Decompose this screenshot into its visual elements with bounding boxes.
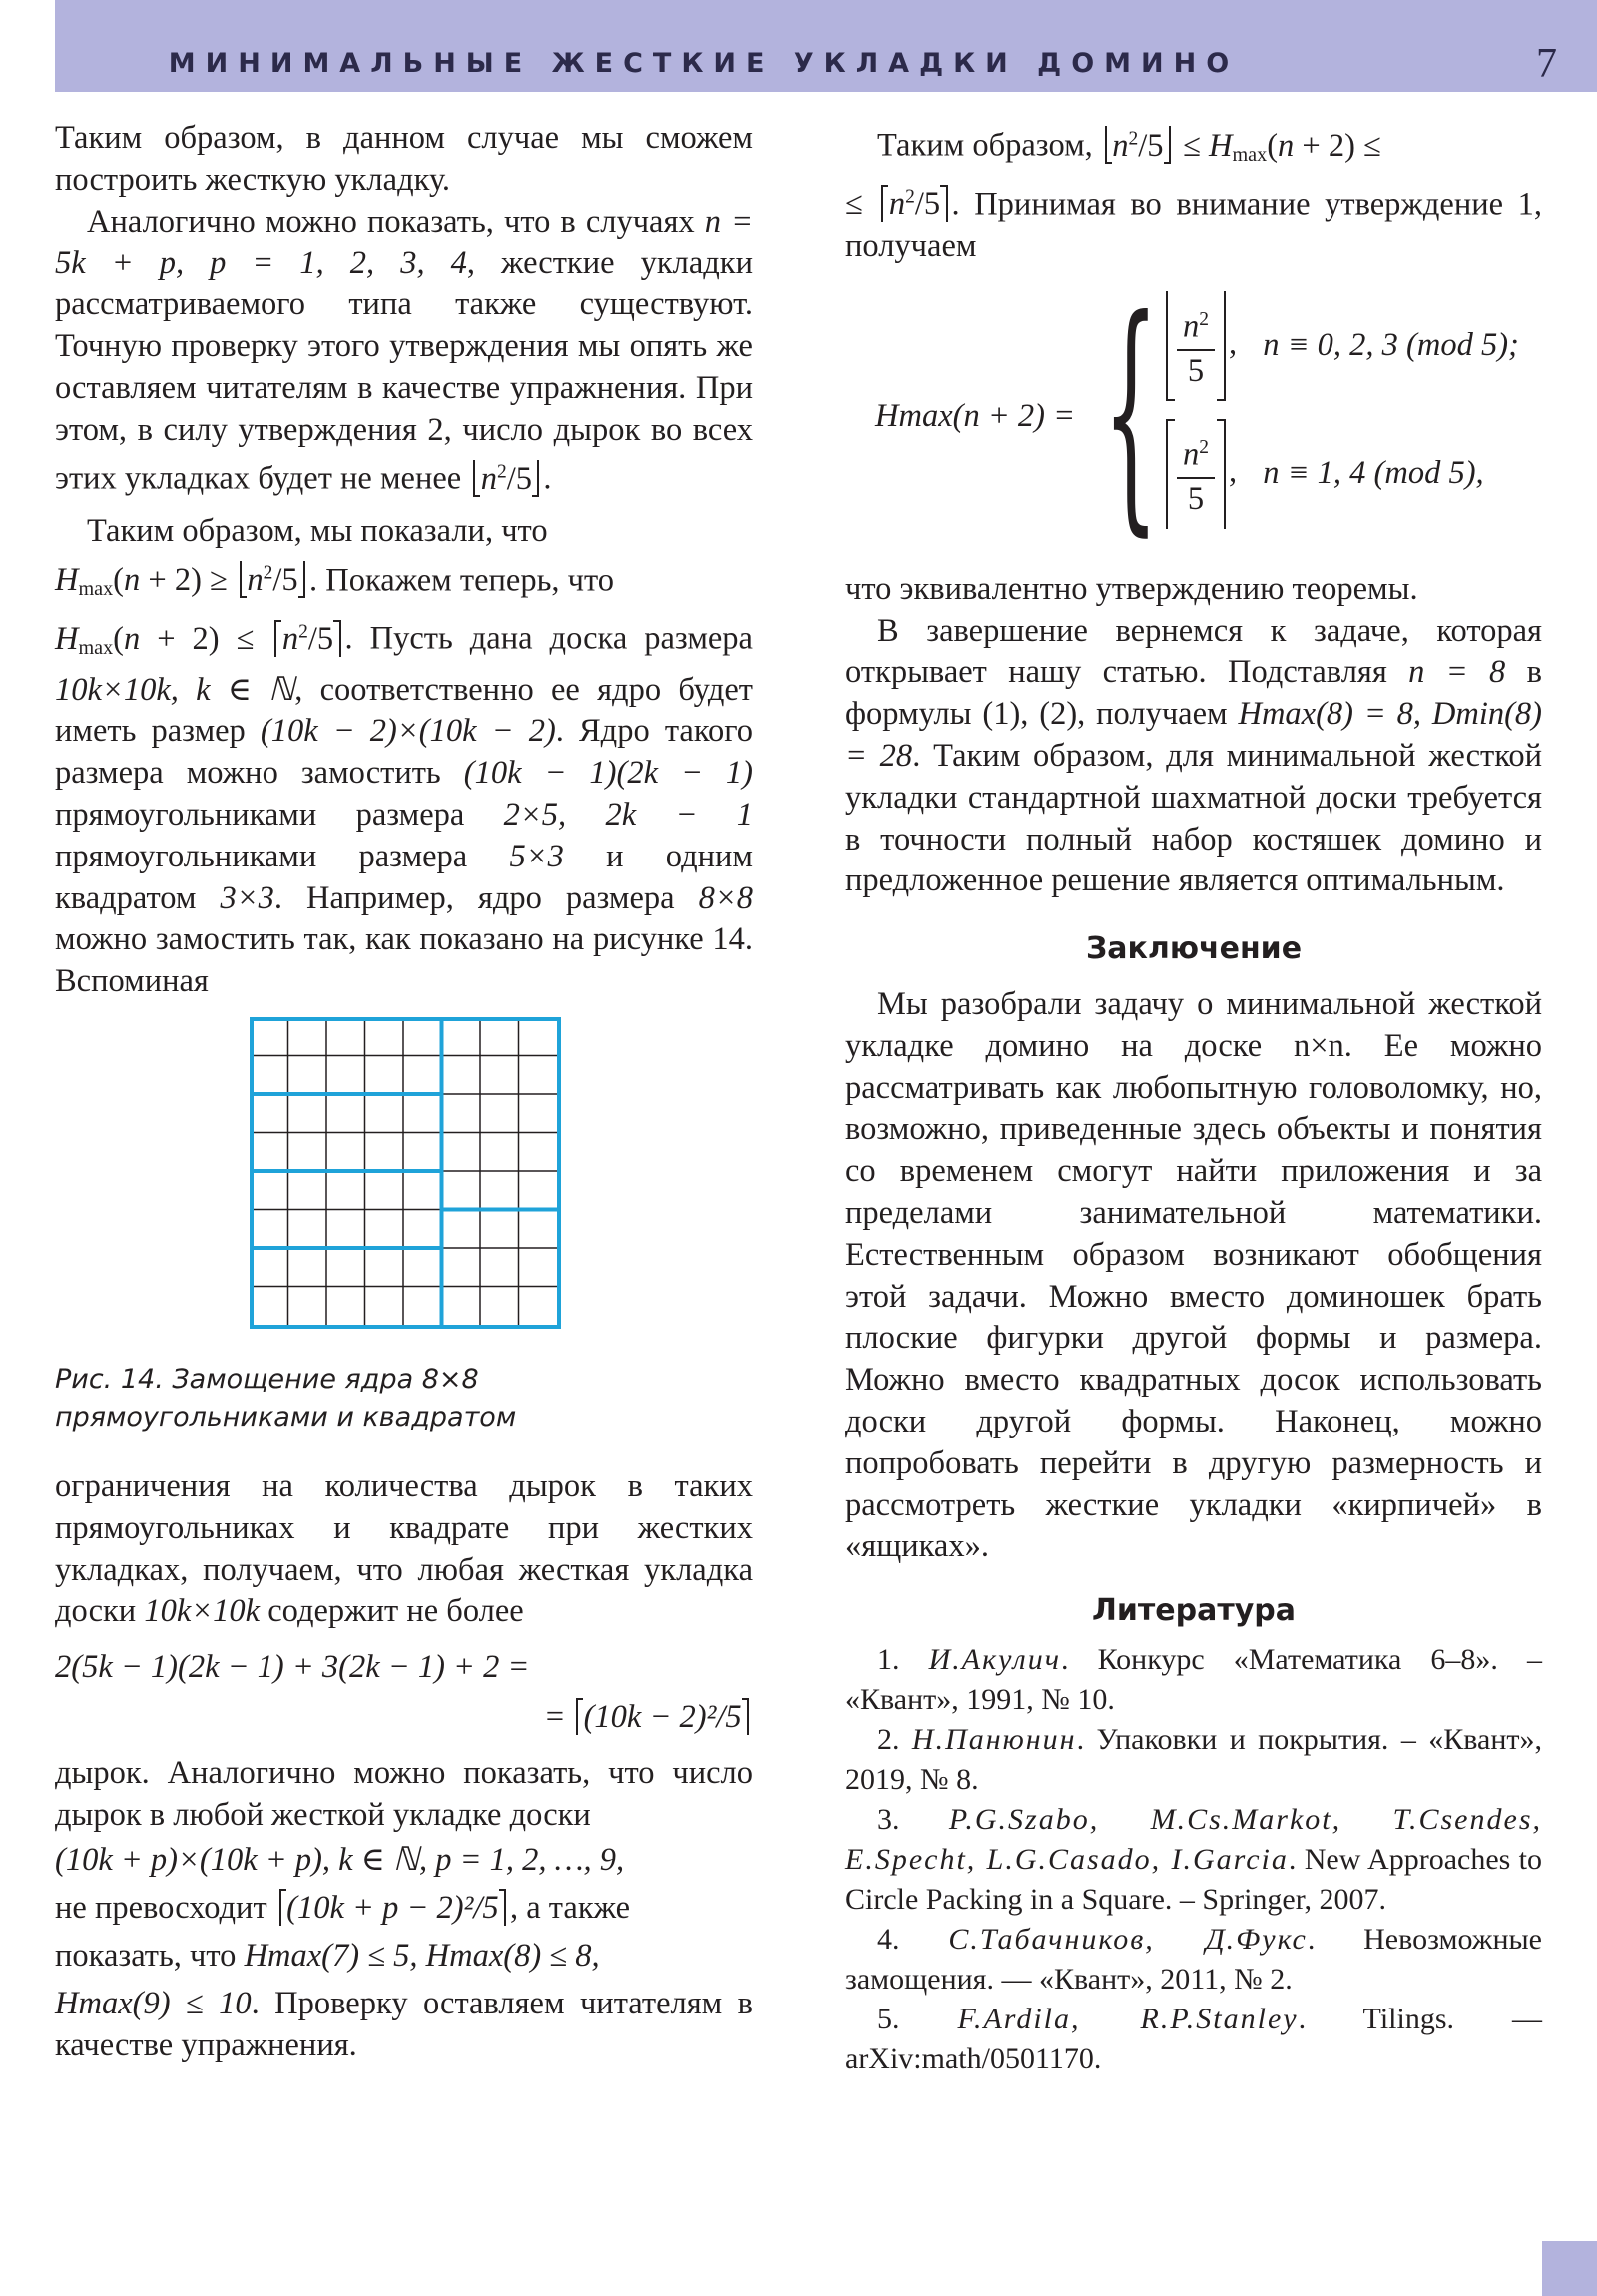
reference-item: 4. С.Табачников, Д.Фукс. Невозможные замощения. — «Квант», 2011, № 2. (845, 1922, 1542, 1996)
case-ceil: $\frac{n^2}{5}$ , n ≡ 1, 4 (mod 5), (1163, 419, 1484, 529)
paragraph: Мы разобрали задачу о минимальной жесткой укладке домино на доске n×n. Ее можно рассматривать как любопытную головоломку, но, возможно, приведенные здесь объекты и понятия со временем смогут найти приложения и за пределами занимательной математики. Естественным образом возникают обобщения этой задачи. Можно вместо доминошек брать плоские фигурки другой формы и размера. Можно вместо квадратных досок использовать доски другой формы. Наконец, можно попробовать перейти в другую размерность и рассмотреть жесткие укладки «кирпичей» в «ящиках». (845, 985, 1542, 1565)
piecewise-formula (845, 266, 1542, 557)
paragraph: что эквивалентно утверждению теоремы. (845, 570, 1418, 607)
section-title-references: Литература (1091, 1593, 1297, 1629)
reference-item: 1. И.Акулич. Конкурс «Математика 6–8». – «Квант», 1991, № 10. (845, 1642, 1542, 1716)
left-column (55, 118, 753, 2066)
case-floor: $\frac{n^2}{5}$ , n ≡ 0, 2, 3 (mod 5); (1163, 291, 1519, 401)
paragraph: Аналогично можно показать, что в случаях n = 5k + p, p = 1, 2, 3, 4, жесткие укладки рассматриваемого типа также существуют. Точную проверку этого утверждения мы опять же оставляем читателям в качестве упражнения. При этом, в силу утверждения 2, число дырок во всех этих укладках будет не менее $n^2/5$ . (55, 203, 753, 498)
page-header (55, 0, 1597, 92)
paragraph: Таким образом, мы показали, что $H_{max}(n + 2) \ge n^2/5$ . Покажем теперь, что $H_{max}(n + 2) \le n^2/5$ . Пусть дана доска размера 10k×10k, k ∈ ℕ, соответственно ее ядро будет иметь размер (10k − 2)×(10k − 2). Ядро такого размера можно замостить (10k − 1)(2k − 1) прямоугольниками размера 2×5, 2k − 1 прямоугольниками размера 5×3 и одним квадратом 3×3. Например, ядро размера 8×8 можно замостить так, как показано на рисунке 14. Вспоминая (55, 512, 754, 1000)
reference-item: 5. F.Ardila, R.P.Stanley. Tilings. — arXiv:math/0501170. (845, 2002, 1542, 2075)
left-brace: { (1103, 266, 1159, 557)
formula: = (10k − 2)²/5 (55, 1697, 753, 1739)
paragraph: Таким образом, в данном случае мы сможем построить жесткую укладку. (55, 120, 753, 198)
paragraph: Таким образом, $n^2/5 \le H_{max}(n + 2)$ ≤ ≤ $n^2/5$ . Принимая во внимание утверждение 1, получаем (845, 127, 1543, 264)
reference-item: 3. P.G.Szabo, M.Cs.Markot, T.Csendes, E.Specht, L.G.Casado, I.Garcia. New Approaches to Circle Packing in a Square. – Springer, 2007. (845, 1802, 1542, 1916)
figure-caption: Рис. 14. Замощение ядра 8×8 прямоугольниками и квадратом (55, 1364, 517, 1434)
paragraph: ограничения на количества дырок в таких прямоугольниках и квадрате при жестких укладках, получаем, что любая жесткая укладка доски 10k×10k содержит не более (55, 1468, 753, 1630)
tiling-grid-diagram (250, 1017, 561, 1329)
figure-14 (55, 1017, 753, 1337)
paragraph: В завершение вернемся к задаче, которая открывает нашу статью. Подставляя n = 8 в формулы (1), (2), получаем Hmax(8) = 8, Dmin(8) = 28. Таким образом, для минимальной жесткой укладки стандартной шахматной доски требуется в точности полный набор костяшек домино и предложенное решение является оптимальным. (845, 612, 1543, 899)
section-title-conclusion: Заключение (1085, 931, 1303, 967)
running-title: МИНИМАЛЬНЫЕ ЖЕСТКИЕ УКЛАДКИ ДОМИНО (168, 48, 1240, 79)
paragraph: дырок. Аналогично можно показать, что число дырок в любой жесткой укладке доски (10k + p)×(10k + p), k ∈ ℕ, p = 1, 2, …, 9, не превосходит (10k + p − 2)²/5 , а также показать, что Hmax(7) ≤ 5, Hmax(8) ≤ 8, Hmax(9) ≤ 10. Проверку оставляем читателям в качестве упражнения. (55, 1754, 753, 2063)
reference-item: 2. Н.Панюнин. Упаковки и покрытия. – «Квант», 2019, № 8. (845, 1722, 1543, 1796)
page-number: 7 (1536, 41, 1557, 87)
formula: 2(5k − 1)(2k − 1) + 3(2k − 1) + 2 = (55, 1649, 530, 1686)
formula-lhs: Hmax(n + 2) = (875, 397, 1075, 434)
right-column (845, 118, 1542, 2079)
reference-list (845, 1640, 1542, 2079)
corner-tab (1542, 2241, 1597, 2296)
